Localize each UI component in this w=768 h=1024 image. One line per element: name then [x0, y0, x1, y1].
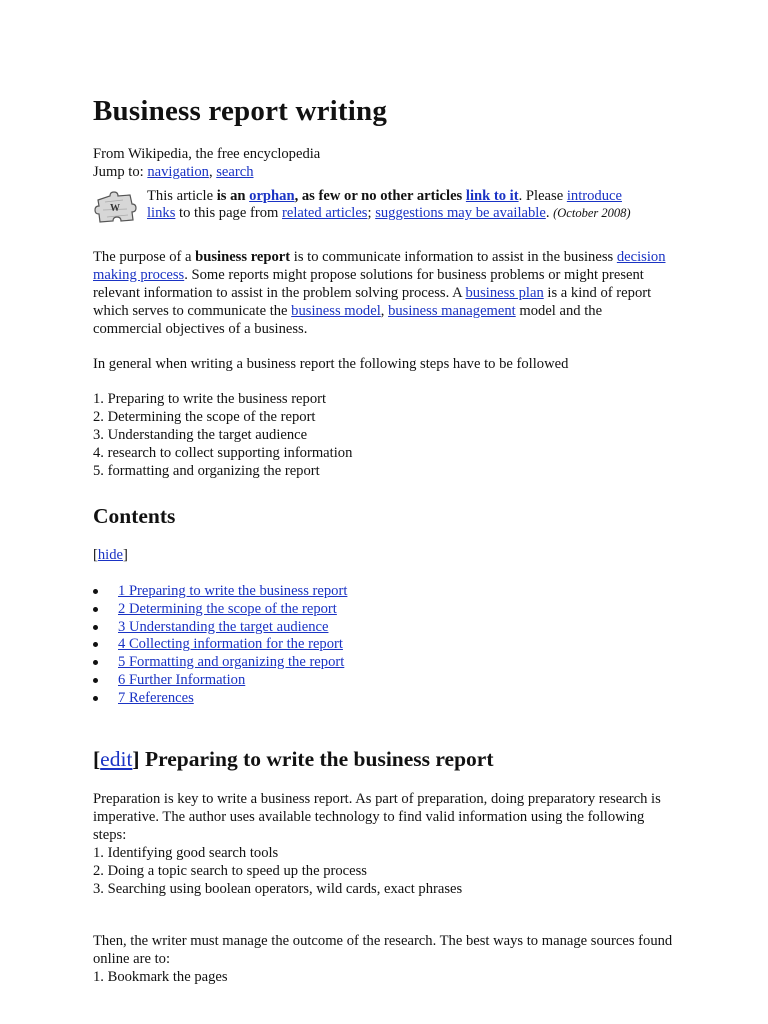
- notice-text-5: .: [545, 205, 554, 221]
- hide-bracket-open: [: [93, 547, 98, 563]
- intro-text-4: is a kind of report which serves to communicate the: [93, 285, 652, 319]
- from-line: From Wikipedia, the free encyclopedia: [93, 146, 321, 162]
- list-item: 2. Doing a topic search to speed up the process: [93, 863, 367, 879]
- toc-link-3[interactable]: 3 Understanding the target audience: [118, 618, 329, 635]
- contents-heading: Contents: [93, 504, 176, 528]
- section-heading-preparing: [93, 746, 494, 772]
- decision-making-process-link[interactable]: decision making process: [93, 249, 666, 283]
- svg-text:W: W: [110, 203, 120, 214]
- list-item: 3. Understanding the target audience: [93, 427, 308, 443]
- jump-to-line: [93, 163, 254, 181]
- toc-toggle: [93, 546, 128, 564]
- notice-date: (October 2008): [553, 206, 631, 220]
- page-title: Business report writing: [93, 95, 388, 127]
- hide-bracket-close: ]: [123, 547, 128, 563]
- preparation-steps: [93, 844, 673, 898]
- toc-item: [93, 671, 347, 689]
- list-item: 1. Bookmark the pages: [93, 969, 228, 985]
- related-articles-link[interactable]: related articles: [282, 205, 368, 221]
- toc-item: [93, 600, 347, 618]
- notice-text: [147, 188, 673, 222]
- toc-link-2[interactable]: 2 Determining the scope of the report: [118, 600, 337, 617]
- bullet-icon: [93, 696, 98, 701]
- steps-intro: In general when writing a business report the following steps have to be followed: [93, 356, 569, 372]
- jump-separator: ,: [208, 164, 217, 180]
- introduce-links-link-2[interactable]: links: [147, 205, 176, 221]
- suggestions-link[interactable]: suggestions may be available: [375, 205, 546, 221]
- toc-link-6[interactable]: 6 Further Information: [118, 671, 246, 688]
- puzzle-icon: [93, 190, 137, 224]
- business-plan-link[interactable]: business plan: [465, 285, 544, 301]
- toc-item: [93, 618, 347, 636]
- bullet-icon: [93, 642, 98, 647]
- navigation-link[interactable]: navigation: [147, 164, 209, 180]
- toc-link-1[interactable]: 1 Preparing to write the business report: [118, 583, 348, 599]
- intro-text-1: The purpose of a: [93, 249, 196, 265]
- edit-bracket-close: ]: [132, 747, 140, 771]
- notice-text-3: to this page from: [175, 205, 282, 221]
- bullet-icon: [93, 589, 98, 594]
- list-item: 3. Searching using boolean operators, wild cards, exact phrases: [93, 881, 463, 897]
- preparation-paragraph: Preparation is key to write a business report. As part of preparation, doing preparatory research is imperative. The author uses available technology to find valid information using the following steps:: [93, 791, 661, 843]
- edit-bracket-open: [: [93, 747, 101, 771]
- search-link[interactable]: search: [216, 164, 254, 180]
- intro-bold: business report: [195, 249, 291, 265]
- notice-text-4: ;: [367, 205, 376, 221]
- business-model-link[interactable]: business model: [291, 303, 381, 319]
- list-item: 5. formatting and organizing the report: [93, 463, 320, 479]
- notice-text-2: . Please: [518, 188, 567, 204]
- section-title: Preparing to write the business report: [139, 747, 494, 771]
- bullet-icon: [93, 607, 98, 612]
- manage-steps: [93, 968, 673, 986]
- toc-link-5[interactable]: 5 Formatting and organizing the report: [118, 654, 345, 671]
- edit-link[interactable]: edit: [100, 747, 133, 771]
- intro-text-6: model and the commercial objectives of a business.: [93, 303, 603, 337]
- intro-paragraph: [93, 248, 673, 338]
- notice-bold-2: , as few or no other articles: [294, 188, 466, 204]
- toc-link-4[interactable]: 4 Collecting information for the report: [118, 636, 343, 653]
- intro-text-2: is to communicate information to assist in the business: [290, 249, 614, 265]
- hide-link[interactable]: hide: [97, 547, 124, 563]
- notice-bold-1: is an: [216, 188, 250, 204]
- list-item: 4. research to collect supporting information: [93, 445, 353, 461]
- bullet-icon: [93, 678, 98, 683]
- list-item: 2. Determining the scope of the report: [93, 409, 316, 425]
- notice-text-1: This article: [147, 188, 217, 204]
- orphan-link[interactable]: orphan: [249, 188, 295, 204]
- toc-item: [93, 635, 347, 653]
- toc-item: [93, 689, 347, 707]
- bullet-icon: [93, 660, 98, 665]
- toc-item: [93, 653, 347, 671]
- list-item: 1. Preparing to write the business report: [93, 391, 327, 407]
- business-management-link[interactable]: business management: [388, 303, 516, 319]
- intro-text-5: ,: [380, 303, 389, 319]
- link-to-it-link[interactable]: link to it: [465, 188, 519, 204]
- toc-link-7[interactable]: 7 References: [118, 689, 194, 706]
- introduce-links-link-1[interactable]: introduce: [566, 188, 622, 204]
- intro-text-3: . Some reports might propose solutions for business problems or might present relevant information to assist in the problem solving process. A: [93, 267, 644, 301]
- jump-prefix: Jump to:: [93, 164, 148, 180]
- steps-list: [93, 390, 673, 480]
- table-of-contents: [93, 582, 347, 707]
- toc-item: [93, 582, 347, 600]
- bullet-icon: [93, 625, 98, 630]
- list-item: 1. Identifying good search tools: [93, 845, 279, 861]
- manage-paragraph: Then, the writer must manage the outcome of the research. The best ways to manage sources found online are to:: [93, 933, 673, 967]
- orphan-notice: [93, 188, 673, 222]
